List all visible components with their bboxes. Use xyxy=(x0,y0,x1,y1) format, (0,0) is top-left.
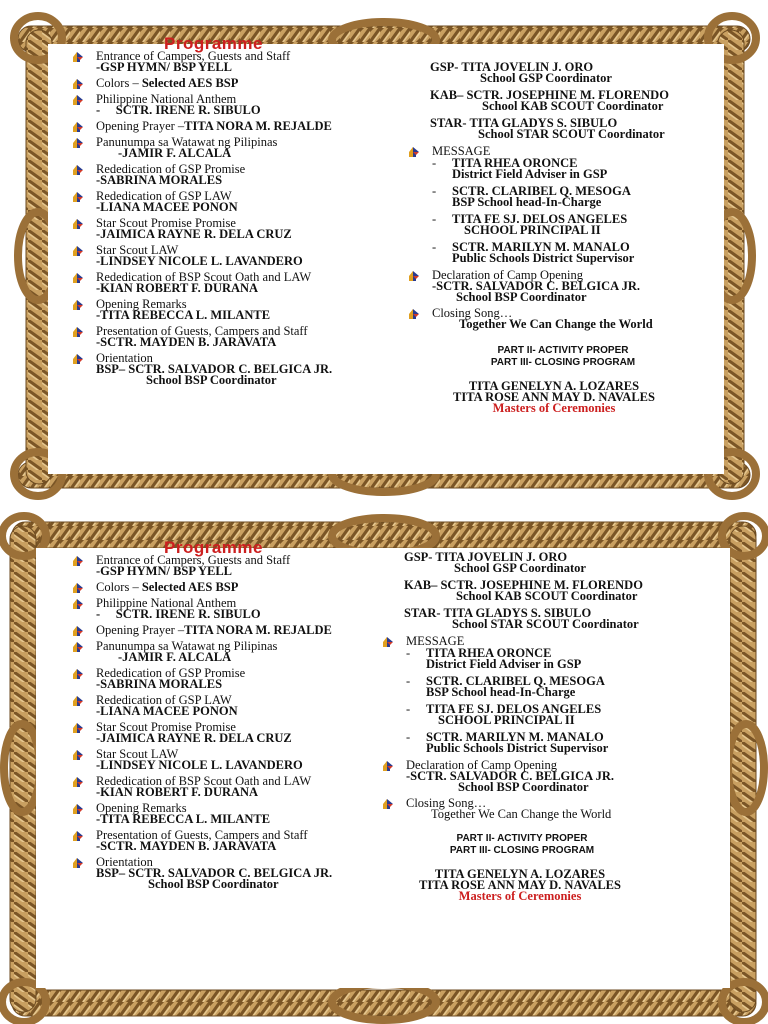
list-item: Declaration of Camp Opening -SCTR. SALVADOR C. BELGICA JR. School BSP Coordinator xyxy=(408,270,698,303)
message-speaker: - TITA RHEA ORONCE District Field Adviser in GSP xyxy=(432,156,608,181)
part-heading: PART III- CLOSING PROGRAM xyxy=(449,845,595,856)
list-item: Orientation BSP– SCTR. SALVADOR C. BELGICA JR. School BSP Coordinator xyxy=(72,857,372,890)
list-item: Philippine National Anthem - SCTR. IRENE R. SIBULO xyxy=(72,94,412,116)
programme-title: Programme xyxy=(164,538,263,557)
bullet-icon xyxy=(72,326,84,338)
mc-name: TITA ROSE ANN MAY D. NAVALES xyxy=(419,878,621,892)
list-item: Presentation of Guests, Campers and Staff -SCTR. MAYDEN B. JARAVATA xyxy=(72,830,372,852)
list-item: Rededication of GSP Promise -SABRINA MORALES xyxy=(72,164,412,186)
bullet-icon xyxy=(382,798,394,810)
bullet-icon xyxy=(72,245,84,257)
mc-label: Masters of Ceremonies xyxy=(458,889,582,903)
programme-card-bottom xyxy=(0,512,768,1024)
mc-name: TITA ROSE ANN MAY D. NAVALES xyxy=(453,390,655,404)
bullet-icon xyxy=(72,51,84,63)
list-item: MESSAGE xyxy=(382,636,682,647)
message-list xyxy=(408,158,698,264)
list-item: Colors – Selected AES BSP xyxy=(72,78,412,89)
bullet-icon xyxy=(72,582,84,594)
list-item: Rededication of GSP LAW -LIANA MACEE PONON xyxy=(72,695,372,717)
list-item: Philippine National Anthem - SCTR. IRENE R. SIBULO xyxy=(72,598,372,620)
bullet-icon xyxy=(72,857,84,869)
list-item: Rededication of GSP Promise -SABRINA MORALES xyxy=(72,668,372,690)
message-speaker: - SCTR. CLARIBEL Q. MESOGA BSP School head-In-Charge xyxy=(432,184,631,209)
list-item: Opening Prayer –TITA NORA M. REJALDE xyxy=(72,121,412,132)
message-speaker: - SCTR. MARILYN M. MANALO Public Schools District Supervisor xyxy=(406,730,609,755)
list-item: Star Scout LAW -LINDSEY NICOLE L. LAVANDERO xyxy=(72,749,372,771)
list-item: MESSAGE xyxy=(408,146,698,157)
program-right-column xyxy=(382,552,682,902)
message-speaker: - SCTR. MARILYN M. MANALO Public Schools District Supervisor xyxy=(432,240,635,265)
bullet-icon xyxy=(72,695,84,707)
coordinator-block: STAR- TITA GLADYS S. SIBULO School STAR SCOUT Coordinator xyxy=(430,116,665,141)
bullet-icon xyxy=(72,299,84,311)
bullet-icon xyxy=(72,641,84,653)
list-item: Star Scout Promise Promise -JAIMICA RAYNE R. DELA CRUZ xyxy=(72,218,412,240)
list-item: Presentation of Guests, Campers and Staff -SCTR. MAYDEN B. JARAVATA xyxy=(72,326,412,348)
coordinator-block: GSP- TITA JOVELIN J. ORO School GSP Coordinator xyxy=(430,60,612,85)
bullet-icon xyxy=(72,722,84,734)
bullet-icon xyxy=(72,776,84,788)
program-left-column xyxy=(72,51,412,391)
bullet-icon xyxy=(72,353,84,365)
list-item: Rededication of BSP Scout Oath and LAW -KIAN ROBERT F. DURANA xyxy=(72,272,412,294)
bullet-icon xyxy=(72,830,84,842)
bullet-icon xyxy=(72,749,84,761)
bullet-icon xyxy=(382,636,394,648)
mc-name: TITA GENELYN A. LOZARES xyxy=(468,379,640,393)
coordinator-block: GSP- TITA JOVELIN J. ORO School GSP Coordinator xyxy=(404,550,586,575)
message-list xyxy=(382,648,682,754)
coordinator-block: KAB– SCTR. JOSEPHINE M. FLORENDO School KAB SCOUT Coordinator xyxy=(430,88,669,113)
list-item: Colors – Selected AES BSP xyxy=(72,582,372,593)
mc-block xyxy=(382,869,682,902)
bullet-icon xyxy=(72,191,84,203)
list-item: Orientation BSP– SCTR. SALVADOR C. BELGICA JR. School BSP Coordinator xyxy=(72,353,412,386)
list-item: Closing Song… Together We Can Change the World xyxy=(408,308,698,330)
list-item: Entrance of Campers, Guests and Staff -GSP HYMN/ BSP YELL xyxy=(72,555,372,577)
bullet-icon xyxy=(72,218,84,230)
bullet-icon xyxy=(72,598,84,610)
list-item: Star Scout LAW -LINDSEY NICOLE L. LAVANDERO xyxy=(72,245,412,267)
bullet-icon xyxy=(72,555,84,567)
message-speaker: - TITA RHEA ORONCE District Field Adviser in GSP xyxy=(406,646,582,671)
bullet-icon xyxy=(72,94,84,106)
part-heading: PART II- ACTIVITY PROPER xyxy=(456,833,588,844)
mc-label: Masters of Ceremonies xyxy=(492,401,616,415)
program-left-column xyxy=(72,555,372,895)
bullet-icon xyxy=(72,78,84,90)
list-item: Rededication of BSP Scout Oath and LAW -KIAN ROBERT F. DURANA xyxy=(72,776,372,798)
bullet-icon xyxy=(72,272,84,284)
list-item: Star Scout Promise Promise -JAIMICA RAYNE R. DELA CRUZ xyxy=(72,722,372,744)
part-heading: PART II- ACTIVITY PROPER xyxy=(497,345,629,356)
bullet-icon xyxy=(408,270,420,282)
bullet-icon xyxy=(408,308,420,320)
bullet-icon xyxy=(72,668,84,680)
list-item: Rededication of GSP LAW -LIANA MACEE PONON xyxy=(72,191,412,213)
bullet-icon xyxy=(72,164,84,176)
list-item: Entrance of Campers, Guests and Staff -GSP HYMN/ BSP YELL xyxy=(72,51,412,73)
list-item: Opening Remarks -TITA REBECCA L. MILANTE xyxy=(72,299,412,321)
list-item: Opening Remarks -TITA REBECCA L. MILANTE xyxy=(72,803,372,825)
program-right-column xyxy=(408,62,698,414)
bullet-icon xyxy=(72,803,84,815)
mc-name: TITA GENELYN A. LOZARES xyxy=(434,867,606,881)
part-heading: PART III- CLOSING PROGRAM xyxy=(490,357,636,368)
mc-block xyxy=(408,381,698,414)
list-item: Declaration of Camp Opening -SCTR. SALVADOR C. BELGICA JR. School BSP Coordinator xyxy=(382,760,682,793)
bullet-icon xyxy=(72,137,84,149)
programme-title: Programme xyxy=(164,34,263,53)
bullet-icon xyxy=(382,760,394,772)
message-speaker: - SCTR. CLARIBEL Q. MESOGA BSP School head-In-Charge xyxy=(406,674,605,699)
coordinator-block: STAR- TITA GLADYS S. SIBULO School STAR SCOUT Coordinator xyxy=(404,606,639,631)
bullet-icon xyxy=(408,146,420,158)
message-speaker: - TITA FE SJ. DELOS ANGELES SCHOOL PRINCIPAL II xyxy=(432,212,628,237)
programme-card-top xyxy=(0,0,768,510)
list-item: Closing Song… Together We Can Change the World xyxy=(382,798,682,820)
message-speaker: - TITA FE SJ. DELOS ANGELES SCHOOL PRINCIPAL II xyxy=(406,702,602,727)
list-item: Panunumpa sa Watawat ng Pilipinas -JAMIR F. ALCALA xyxy=(72,137,412,159)
coordinator-block: KAB– SCTR. JOSEPHINE M. FLORENDO School KAB SCOUT Coordinator xyxy=(404,578,643,603)
list-item: Panunumpa sa Watawat ng Pilipinas -JAMIR F. ALCALA xyxy=(72,641,372,663)
list-item: Opening Prayer –TITA NORA M. REJALDE xyxy=(72,625,372,636)
bullet-icon xyxy=(72,121,84,133)
bullet-icon xyxy=(72,625,84,637)
